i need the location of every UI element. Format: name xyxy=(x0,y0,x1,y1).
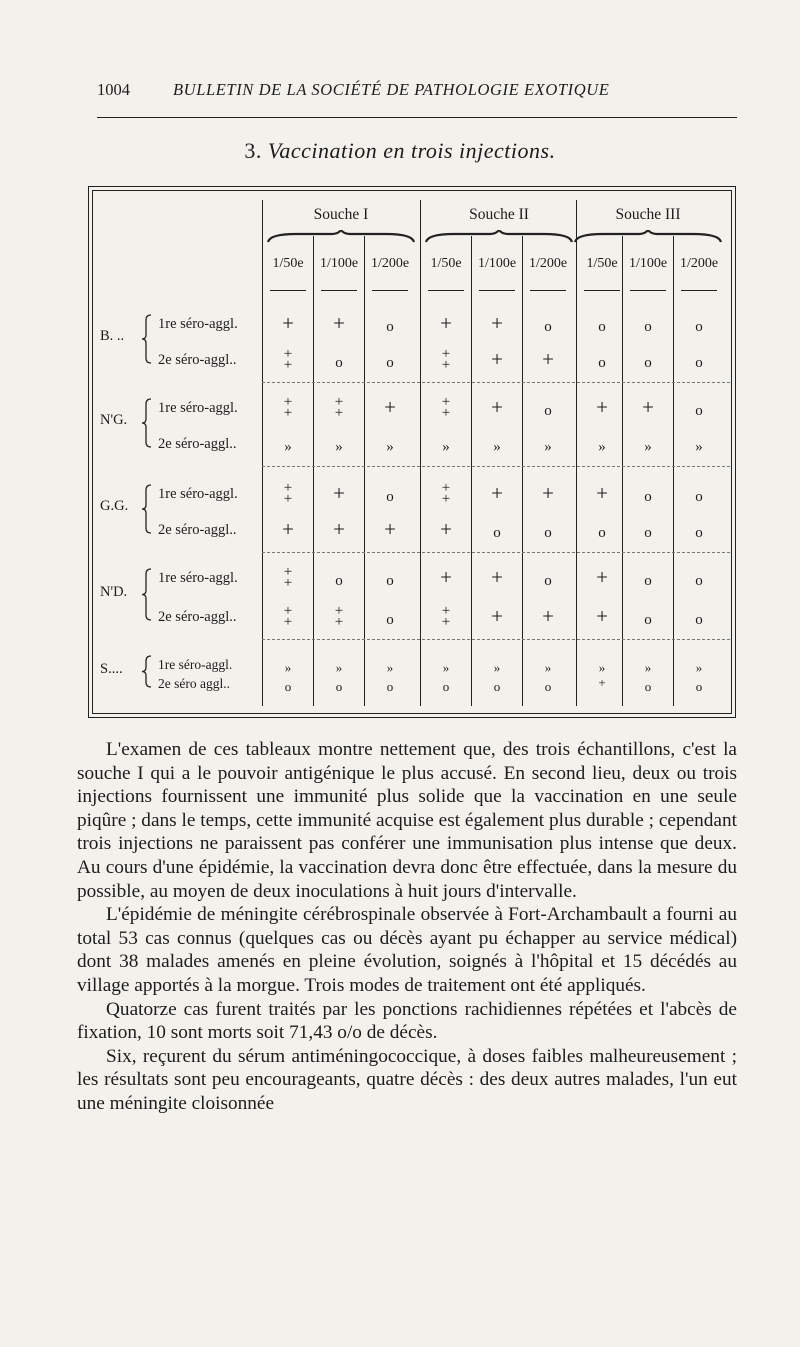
table-cell: + xyxy=(440,517,452,541)
table-cell: o xyxy=(598,525,606,541)
table-cell: o xyxy=(335,355,343,371)
table-cell: » xyxy=(644,660,652,675)
table-cell: + + xyxy=(283,394,293,421)
table-cell: + + xyxy=(441,603,451,630)
column-rule xyxy=(522,236,523,706)
table-cell: + xyxy=(542,604,554,628)
table-cell: » xyxy=(442,439,450,455)
table-cell: + + xyxy=(283,480,293,507)
row-label-second: 2e séro-aggl.. xyxy=(158,609,237,625)
dilution-header: 1/100e xyxy=(628,256,668,271)
table-cell: o xyxy=(598,319,606,335)
row-label-first: 1re séro-aggl. xyxy=(158,400,238,416)
souche-brace xyxy=(424,230,574,244)
row-label-first: 1re séro-aggl. xyxy=(158,657,233,672)
subject-separator xyxy=(262,382,730,383)
table-cell: + xyxy=(440,565,452,589)
column-rule xyxy=(622,236,623,706)
table-cell: » xyxy=(493,439,501,455)
dilution-header: 1/50e xyxy=(586,256,618,271)
table-cell: » xyxy=(493,660,501,675)
section-number: 3. xyxy=(244,138,262,163)
table-cell: + xyxy=(596,565,608,589)
dilution-header: 1/200e xyxy=(679,256,719,271)
subject-brace xyxy=(140,484,154,534)
table-cell: + + xyxy=(283,346,293,373)
paragraph-2: L'épidémie de méningite cérébrospinale observée à Fort-Archambault a fourni au total 53 cas connus (quelques cas ou décès ayant pu échapper au service médical) dont 38 malades amenés en pleine évolution, soignés à l'hôpital et 15 décédés au village apportés à la morgue. Trois modes de traitement ont été appliqués. xyxy=(77,904,737,996)
table-cell: o xyxy=(695,355,703,371)
table-cell: o xyxy=(386,319,394,335)
table-cell: » xyxy=(598,439,606,455)
table-cell: + xyxy=(491,481,503,505)
table-cell: + xyxy=(598,675,606,690)
table-cell: o xyxy=(544,573,552,589)
table-cell: + xyxy=(384,395,396,419)
table-cell: + xyxy=(596,481,608,505)
subject-name: S.... xyxy=(100,660,123,677)
table-cell: o xyxy=(386,489,394,505)
table-cell: + xyxy=(596,395,608,419)
table-cell: + xyxy=(491,311,503,335)
dilution-header: 1/50e xyxy=(430,256,462,271)
header-underline xyxy=(584,290,620,291)
table-cell: » xyxy=(335,660,343,675)
table-cell: o xyxy=(544,403,552,419)
table-cell: + xyxy=(491,347,503,371)
dilution-header: 1/200e xyxy=(370,256,410,271)
dilution-header: 1/50e xyxy=(272,256,304,271)
table-cell: o xyxy=(695,403,703,419)
table-cell: o xyxy=(644,525,652,541)
row-label-second: 2e séro-aggl.. xyxy=(158,436,237,452)
table-cell: o xyxy=(284,679,292,694)
subject-name: N'D. xyxy=(100,583,128,600)
running-header xyxy=(97,80,737,110)
results-table xyxy=(88,186,736,718)
table-cell: o xyxy=(544,679,552,694)
header-underline xyxy=(681,290,717,291)
dilution-header: 1/100e xyxy=(477,256,517,271)
row-label-second: 2e séro aggl.. xyxy=(158,676,230,691)
row-label-second: 2e séro-aggl.. xyxy=(158,352,237,368)
subject-name: B. .. xyxy=(100,328,125,344)
table-cell: » xyxy=(284,660,292,675)
table-cell: + + xyxy=(334,394,344,421)
table-cell: o xyxy=(695,319,703,335)
header-underline xyxy=(321,290,357,291)
table-cell: o xyxy=(493,525,501,541)
table-cell: o xyxy=(335,679,343,694)
subject-separator xyxy=(262,552,730,553)
table-cell: o xyxy=(695,573,703,589)
table-cell: o xyxy=(644,489,652,505)
table-cell: o xyxy=(386,355,394,371)
table-cell: o xyxy=(695,525,703,541)
table-cell: + xyxy=(384,517,396,541)
header-underline xyxy=(479,290,515,291)
table-cell: + xyxy=(491,565,503,589)
table-cell: o xyxy=(644,319,652,335)
column-rule xyxy=(364,236,365,706)
table-cell: + xyxy=(333,517,345,541)
souche-header: Souche II xyxy=(469,206,529,223)
table-cell: + xyxy=(642,395,654,419)
table-cell: o xyxy=(695,489,703,505)
subject-separator xyxy=(262,466,730,467)
table-cell: o xyxy=(695,679,703,694)
section-title-text: Vaccination en trois injections. xyxy=(267,138,556,163)
table-cell: » xyxy=(442,660,450,675)
subject-name: G.G. xyxy=(100,498,129,514)
table-cell: » xyxy=(284,439,292,455)
subject-brace xyxy=(140,568,154,621)
table-cell: » xyxy=(544,439,552,455)
table-cell: + + xyxy=(283,564,293,591)
dilution-header: 1/200e xyxy=(528,256,568,271)
table-cell: o xyxy=(386,612,394,628)
souche-header: Souche I xyxy=(313,206,369,223)
table-cell: o xyxy=(695,612,703,628)
paragraph-1: L'examen de ces tableaux montre nettement que, des trois échantillons, c'est la souche I qui a le pouvoir antigénique le plus accusé. En second lieu, deux ou trois injections fournissent une immunité plus solide que la vaccination en une seule piqûre ; dans le temps, cette immunité acquise est également plus durable ; cependant trois injections ne paraissent pas conférer une immunisation plus intense que deux. Au cours d'une épidémie, la vaccination devra donc être effectuée, dans la mesure du possible, au moyen de deux inoculations à huit jours d'intervalle. xyxy=(77,739,737,902)
row-label-first: 1re séro-aggl. xyxy=(158,570,238,586)
header-underline xyxy=(270,290,306,291)
table-cell: + + xyxy=(334,603,344,630)
table-cell: o xyxy=(442,679,450,694)
table-cell: o xyxy=(544,319,552,335)
table-cell: o xyxy=(644,355,652,371)
table-cell: + xyxy=(491,395,503,419)
table-cell: o xyxy=(335,573,343,589)
table-cell: » xyxy=(335,439,343,455)
dilution-header: 1/100e xyxy=(319,256,359,271)
table-cell: o xyxy=(644,679,652,694)
table-cell: + xyxy=(440,311,452,335)
souche-brace xyxy=(573,230,723,244)
table-cell: o xyxy=(386,679,394,694)
table-cell: + + xyxy=(283,603,293,630)
table-cell: + xyxy=(282,517,294,541)
paragraph-4: Six, reçurent du sérum antiméningococcique, à doses faibles malheureusement ; les résultats sont peu encourageants, quatre décès : des deux autres malades, l'un eut une méningite cloisonnée xyxy=(77,1045,737,1114)
table-cell: o xyxy=(493,679,501,694)
table-cell: + xyxy=(596,604,608,628)
table-cell: o xyxy=(644,573,652,589)
table-cell: + xyxy=(333,481,345,505)
table-cell: » xyxy=(544,660,552,675)
table-cell: » xyxy=(695,660,703,675)
header-underline xyxy=(530,290,566,291)
table-cell: » xyxy=(386,439,394,455)
column-rule xyxy=(673,236,674,706)
table-cell: » xyxy=(695,439,703,455)
table-cell: + xyxy=(542,347,554,371)
table-cell: + xyxy=(282,311,294,335)
table-cell: » xyxy=(644,439,652,455)
table-cell: + + xyxy=(441,394,451,421)
souche-brace xyxy=(266,230,416,244)
souche-header: Souche III xyxy=(615,206,681,223)
subject-name: N'G. xyxy=(100,412,128,428)
table-cell: o xyxy=(644,612,652,628)
table-cell: o xyxy=(386,573,394,589)
journal-title: BULLETIN DE LA SOCIÉTÉ DE PATHOLOGIE EXOTIQUE xyxy=(173,80,610,99)
body-text xyxy=(77,738,737,1116)
header-rule xyxy=(97,117,737,118)
header-underline xyxy=(428,290,464,291)
table-cell: + xyxy=(491,604,503,628)
row-label-second: 2e séro-aggl.. xyxy=(158,522,237,538)
row-label-first: 1re séro-aggl. xyxy=(158,486,238,502)
subject-brace xyxy=(140,314,154,364)
table-cell: o xyxy=(598,355,606,371)
table-cell: + xyxy=(542,481,554,505)
table-cell: + + xyxy=(441,346,451,373)
section-title xyxy=(0,138,800,164)
column-rule xyxy=(313,236,314,706)
paragraph-3: Quatorze cas furent traités par les ponctions rachidiennes répétées et l'abcès de fixation, 10 sont morts soit 71,43 o/o de décès. xyxy=(77,998,737,1044)
subject-brace xyxy=(140,655,154,688)
table-cell: + + xyxy=(441,480,451,507)
table-cell: » xyxy=(386,660,394,675)
column-rule xyxy=(471,236,472,706)
table-cell: + xyxy=(333,311,345,335)
table-cell: o xyxy=(544,525,552,541)
row-label-first: 1re séro-aggl. xyxy=(158,316,238,332)
header-underline xyxy=(372,290,408,291)
table-cell: » xyxy=(598,660,606,675)
header-underline xyxy=(630,290,666,291)
subject-brace xyxy=(140,398,154,448)
subject-separator xyxy=(262,639,730,640)
page-number: 1004 xyxy=(97,80,130,99)
